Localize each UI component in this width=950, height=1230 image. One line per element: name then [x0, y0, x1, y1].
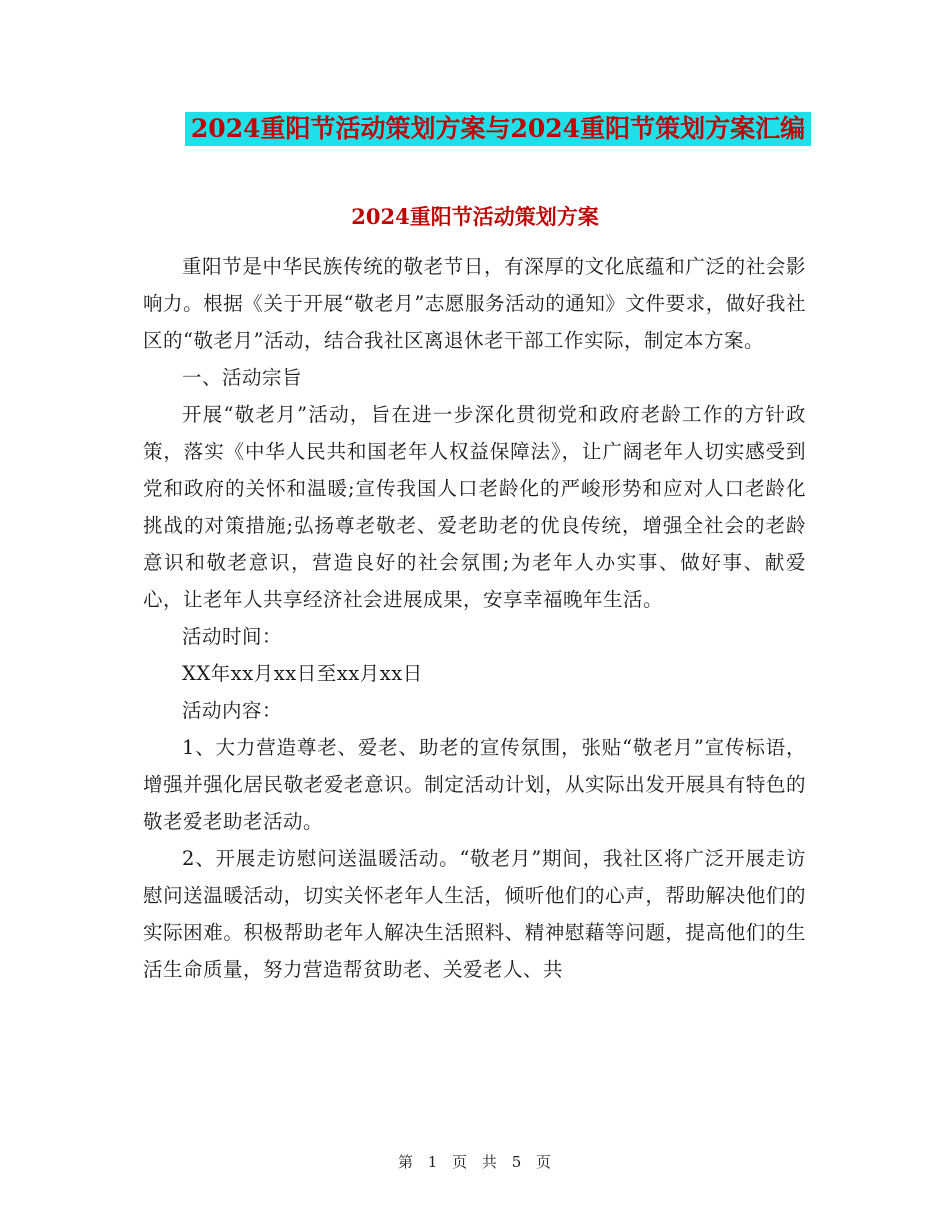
paragraph-purpose: 开展“敬老月”活动，旨在进一步深化贯彻党和政府老龄工作的方针政策，落实《中华人民共和国老年人权益保障法》，让广阔老年人切实感受到党和政府的关怀和温暖;宣传我国人口老龄化的严峻形势和应对人口老龄化挑战的对策措施;弘扬尊老敬老、爱老助老的优良传统，增强全社会的老龄意识和敬老意识，营造良好的社会氛围;为老年人办实事、做好事、献爱心，让老年人共享经济社会进展成果，安享幸福晚年生活。: [143, 403, 806, 611]
footer-prefix: 第: [397, 1153, 414, 1171]
label-activity-time: 活动时间：: [182, 625, 283, 648]
footer-suffix: 页: [536, 1153, 553, 1171]
footer-total-pages: 5: [511, 1153, 523, 1171]
footer-total-prefix: 共: [481, 1153, 498, 1171]
heading-purpose: 一、活动宗旨: [182, 366, 303, 389]
page-footer: [0, 1151, 950, 1172]
value-activity-time: XX年xx月xx日至xx月xx日: [182, 662, 423, 685]
document-main-title: 2024重阳节活动策划方案与2024重阳节策划方案汇编: [185, 112, 811, 146]
paragraph-item-2: 2、开展走访慰问送温暖活动。“敬老月”期间，我社区将广泛开展走访慰问送温暖活动，切实关怀老年人生活，倾听他们的心声，帮助解决他们的实际困难。积极帮助老年人解决生活照料、精神慰藉等问题，提高他们的生活生命质量，努力营造帮贫助老、关爱老人、共: [143, 847, 806, 981]
label-activity-content: 活动内容：: [182, 699, 283, 722]
footer-page-number: 1: [427, 1153, 439, 1171]
paragraph-item-1: 1、大力营造尊老、爱老、助老的宣传氛围，张贴“敬老月”宣传标语，增强并强化居民敬老爱老意识。制定活动计划，从实际出发开展具有特色的敬老爱老助老活动。: [143, 736, 806, 833]
section-title: 2024重阳节活动策划方案: [351, 204, 599, 229]
document-body: [143, 248, 806, 988]
footer-page-word: 页: [452, 1153, 469, 1171]
paragraph-intro: 重阳节是中华民族传统的敬老节日，有深厚的文化底蕴和广泛的社会影响力。根据《关于开展“敬老月”志愿服务活动的通知》文件要求，做好我社区的“敬老月”活动，结合我社区离退休老干部工作实际，制定本方案。: [143, 255, 806, 352]
